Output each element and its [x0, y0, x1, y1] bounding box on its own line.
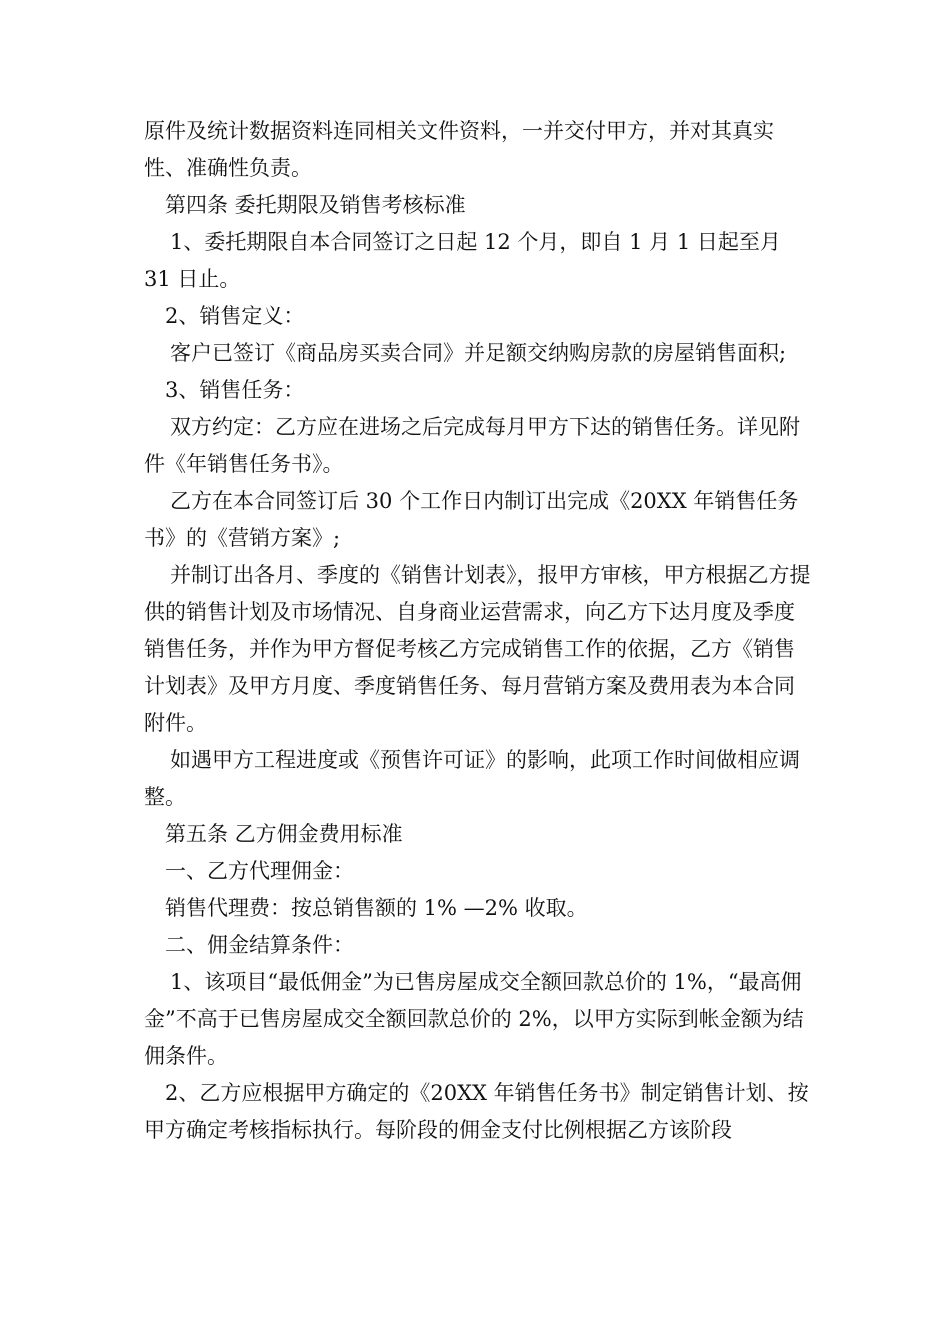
paragraph: 2、乙方应根据甲方确定的《20XX 年销售任务书》制定销售计划、按甲方确定考核指标执行。每阶段的佣金支付比例根据乙方该阶段: [144, 1081, 809, 1142]
paragraph: 如遇甲方工程进度或《预售许可证》的影响，此项工作时间做相应调整。: [144, 748, 800, 809]
paragraph: 3、销售任务：: [165, 378, 305, 402]
section-heading: 第四条 委托期限及销售考核标准: [165, 193, 466, 217]
paragraph: 销售代理费：按总销售额的 1% —2% 收取。: [165, 896, 588, 920]
paragraph: 客户已签订《商品房买卖合同》并足额交纳购房款的房屋销售面积;: [170, 341, 787, 365]
paragraph: 1、该项目“最低佣金”为已售房屋成交全额回款总价的 1%，“最高佣金”不高于已售房屋成交全额回款总价的 2%，以甲方实际到帐金额为结佣条件。: [144, 970, 804, 1068]
document-body: [144, 113, 814, 1149]
section-heading: 第五条 乙方佣金费用标准: [165, 822, 403, 846]
paragraph: 2、销售定义：: [165, 304, 305, 328]
paragraph: 并制订出各月、季度的《销售计划表》，报甲方审核，甲方根据乙方提供的销售计划及市场情况、自身商业运营需求，向乙方下达月度及季度销售任务，并作为甲方督促考核乙方完成销售工作的依据，乙方《销售计划表》及甲方月度、季度销售任务、每月营销方案及费用表为本合同附件。: [144, 563, 811, 735]
paragraph: 一、乙方代理佣金：: [165, 859, 354, 883]
paragraph: 原件及统计数据资料连同相关文件资料，一并交付甲方，并对其真实性、准确性负责。: [144, 119, 774, 180]
paragraph: 双方约定：乙方应在进场之后完成每月甲方下达的销售任务。详见附件《年销售任务书》。: [144, 415, 800, 476]
paragraph: 1、委托期限自本合同签订之日起 12 个月，即自 1 月 1 日起至月 31 日止。: [144, 230, 781, 291]
paragraph: 乙方在本合同签订后 30 个工作日内制订出完成《20XX 年销售任务书》的《营销方案》;: [144, 489, 799, 550]
paragraph: 二、佣金结算条件：: [165, 933, 354, 957]
